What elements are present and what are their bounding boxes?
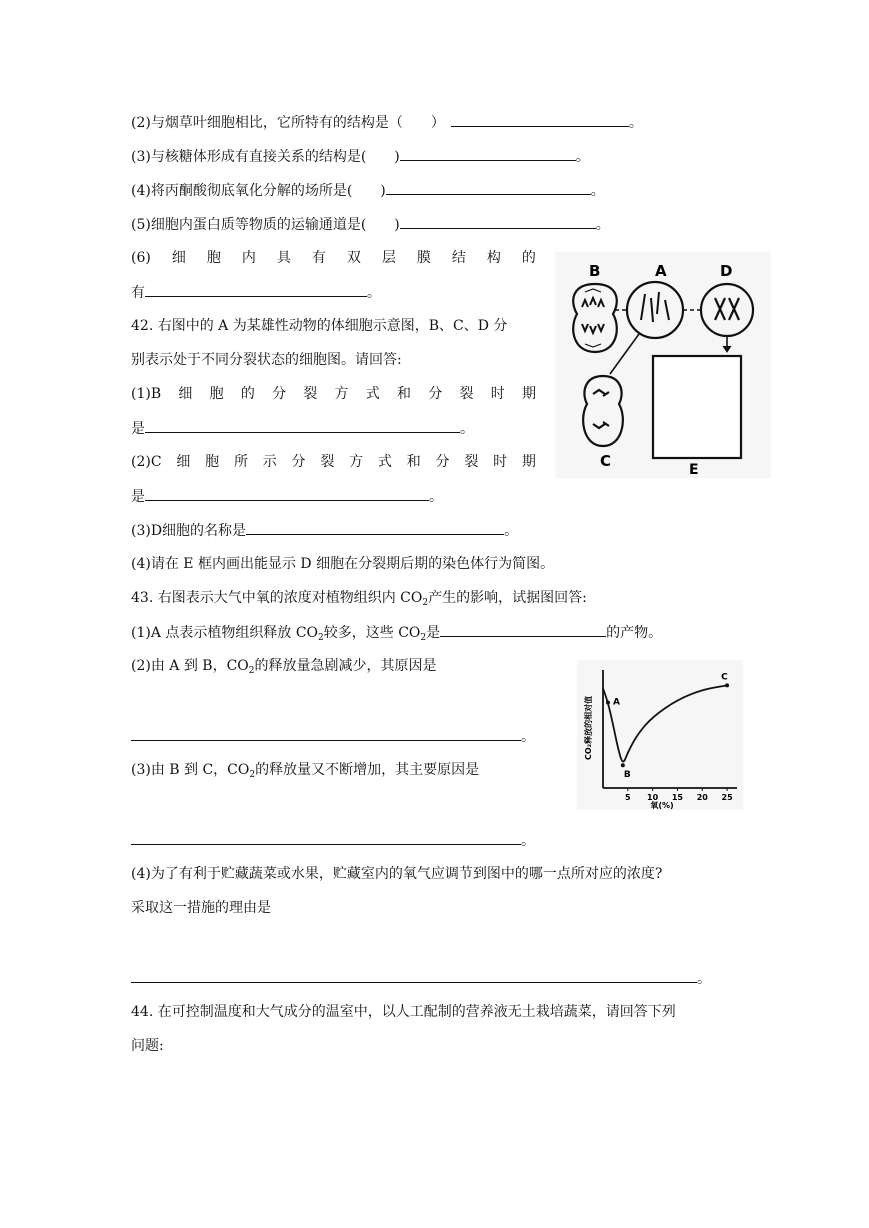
chart-y-axis-label: CO₂释放的相对值	[584, 695, 593, 760]
q42-part3: (3)D细胞的名称是 。	[131, 520, 518, 541]
q43-part3-answer-line: 。	[131, 830, 535, 851]
q43-part2-answer-blank[interactable]	[131, 726, 521, 741]
q42-part1-row1: (1)B 细 胞 的 分 裂 方 式 和 分 裂 时 期	[131, 386, 536, 402]
q42-part3-answer-blank[interactable]	[246, 520, 504, 535]
q42-intro-line2: 别表示处于不同分裂状态的细胞图。请回答:	[131, 352, 402, 368]
q41-part5: (5)细胞内蛋白质等物质的运输通道是( ) 。	[131, 214, 610, 235]
drawing-box-e[interactable]	[653, 356, 741, 458]
chart-annotation-a: A	[612, 697, 620, 708]
chart-x-tick-label: 20	[696, 793, 708, 802]
q43-part4-answer-line: 。	[131, 968, 711, 989]
cell-label-a: A	[655, 262, 667, 280]
q43-part2-answer-line: 。	[131, 726, 535, 747]
chart-annotation-c: C	[721, 672, 728, 683]
q43-part1-answer-blank[interactable]	[440, 622, 606, 637]
q41-part4-text: (4)将丙酮酸彻底氧化分解的场所是( )	[131, 183, 386, 199]
q42-part4: (4)请在 E 框内画出能显示 D 细胞在分裂期后期的染色体行为简图。	[131, 556, 555, 572]
chart-annotation-b: B	[623, 770, 631, 781]
q43-part4-answer-blank[interactable]	[131, 968, 697, 983]
q41-part6-answer-blank[interactable]	[145, 282, 367, 297]
q41-part6-row2: 有 。	[131, 282, 381, 303]
chart-x-tick-label: 5	[625, 793, 631, 802]
box-label-e: E	[689, 462, 699, 478]
q41-part2-answer-blank[interactable]	[451, 112, 629, 127]
cell-division-figure	[555, 252, 771, 478]
q43-part4-line2: 采取这一措施的理由是	[131, 900, 271, 916]
q41-part4-answer-blank[interactable]	[386, 180, 591, 195]
q41-part3-text: (3)与核糖体形成有直接关系的结构是( )	[131, 149, 400, 165]
cell-label-c: C	[600, 452, 612, 470]
q41-part3-answer-blank[interactable]	[400, 146, 576, 161]
chart-point-c	[725, 683, 729, 687]
q41-part6-row1: (6) 细 胞 内 具 有 双 层 膜 结 构 的	[131, 250, 536, 266]
q43-part2: (2)由 A 到 B，$CO_2$的释放量急剧减少，其原因是	[131, 658, 437, 676]
q42-part1-row2: 是 。	[131, 418, 474, 439]
chart-x-axis-label: 氧(%)	[650, 801, 674, 810]
q42-part2-row1: (2)C 细 胞 所 示 分 裂 方 式 和 分 裂 时 期	[131, 454, 536, 470]
q42-part2-answer-blank[interactable]	[145, 486, 429, 501]
q41-part5-text: (5)细胞内蛋白质等物质的运输通道是( )	[131, 217, 400, 233]
q42-intro-line1: 42. 右图中的 A 为某雄性动物的体细胞示意图，B、C、D 分	[131, 318, 508, 334]
chart-x-tick-label: 10	[647, 793, 659, 802]
q42-part1-answer-blank[interactable]	[145, 418, 460, 433]
q43-part3-answer-blank[interactable]	[131, 830, 521, 845]
q41-part5-answer-blank[interactable]	[400, 214, 596, 229]
chart-point-a	[606, 701, 610, 705]
chart-x-tick-label: 15	[671, 793, 684, 802]
q43-part1: (1)A 点表示植物组织释放 $CO_2$较多，这些 $CO_2$是 的产物。	[131, 622, 662, 648]
q41-part2: (2)与烟草叶细胞相比，它所特有的结构是（ ） 。	[131, 112, 643, 133]
q44-line2: 问题:	[131, 1038, 164, 1054]
chart-point-b	[621, 763, 625, 767]
q41-part4: (4)将丙酮酸彻底氧化分解的场所是( ) 。	[131, 180, 605, 201]
q41-part3: (3)与核糖体形成有直接关系的结构是( ) 。	[131, 146, 590, 167]
q43-intro: 43. 右图表示大气中氧的浓度对植物组织内 $CO_2$产生的影响，试据图回答:	[131, 590, 587, 608]
cell-label-b: B	[589, 262, 601, 280]
q41-part2-text: (2)与烟草叶细胞相比，它所特有的结构是（ ）	[131, 115, 445, 131]
cell-label-d: D	[720, 262, 733, 280]
q44-line1: 44. 在可控制温度和大气成分的温室中，以人工配制的营养液无土栽培蔬菜，请回答下列	[131, 1004, 676, 1020]
q43-part3: (3)由 B 到 C，$CO_2$的释放量又不断增加，其主要原因是	[131, 762, 480, 780]
co2-release-chart	[577, 660, 743, 810]
q43-part4-line1: (4)为了有利于贮藏蔬菜或水果，贮藏室内的氧气应调节到图中的哪一点所对应的浓度?	[131, 866, 663, 882]
chart-x-tick-label: 25	[721, 793, 733, 802]
q42-part2-row2: 是 。	[131, 486, 443, 507]
